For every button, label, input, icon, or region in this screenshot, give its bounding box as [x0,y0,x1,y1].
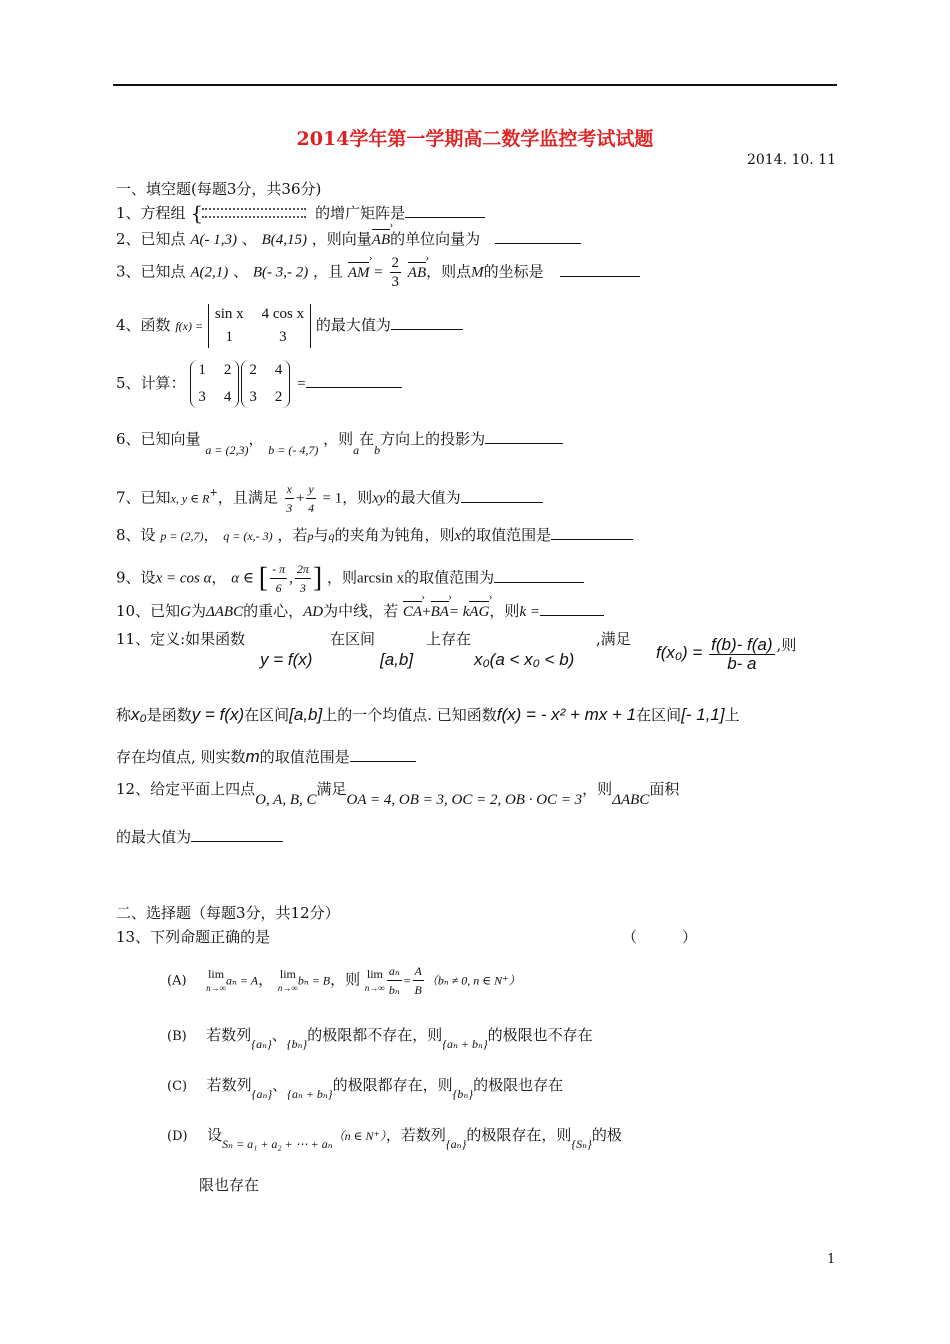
matrix-cell: 4 [274,362,283,378]
fraction-numerator: 2π [295,560,311,579]
question-text: ，且满足 [217,488,278,507]
matrix-cell: 4 [223,389,232,405]
math-k: k = [519,604,540,620]
determinant-cell: 3 [279,329,287,345]
limit-operator: lim [366,966,383,981]
fraction [413,962,424,999]
vector-q: q [328,529,335,543]
question-13 [116,926,270,947]
question-text: 已知点 [140,230,186,248]
math-interval: [- 1,1] [681,705,725,724]
limit [365,967,385,995]
header-rule [113,84,837,86]
exam-date: 2014. 10. 11 [746,152,836,168]
question-number: 11、 [116,630,151,648]
question-text: 若数列 [206,1076,252,1094]
fraction-denominator: 3 [391,274,400,290]
sequence: {aₙ + bₙ} [442,1037,488,1051]
fraction-denominator: 4 [308,501,315,515]
fraction-denominator: 3 [286,501,293,515]
vector-b-definition: b = (- 4,7) [268,443,319,457]
question-text: 的坐标是 [483,262,544,281]
bracket-right: ] [312,562,323,594]
question-text: ，则 [327,568,358,587]
question-text: ,则 [776,636,797,654]
separator: , [289,570,293,587]
question-text: 的最大值为 [116,828,192,846]
question-text: 满足 [316,780,347,798]
vector-a-definition: a = (2,3) [205,443,249,457]
math-condition: x = cos α [155,570,212,587]
option-b[interactable] [167,1024,593,1052]
question-number: 6、 [116,430,141,448]
matrix-right [241,360,290,408]
question-text: ，且 [313,262,344,281]
answer-blank[interactable] [461,488,543,503]
option-label: (D) [167,1129,188,1144]
answer-blank[interactable] [494,568,584,583]
question-text: ，则 [330,970,361,989]
math-alpha: α ∈ [231,570,254,587]
question-text: 面积 [649,780,680,798]
answer-blank[interactable] [191,827,283,842]
sequence: {bₙ} [452,1087,474,1101]
fraction-numerator: aₙ [387,962,402,981]
question-text: ，则 [323,430,354,448]
vector-am: AM › [348,265,370,282]
option-a[interactable] [167,962,521,999]
math-point-a: A(- 1,3) [190,232,237,248]
answer-blank[interactable] [560,262,640,277]
option-d-continued: 限也存在 [199,1176,260,1194]
answer-blank[interactable] [540,601,604,616]
question-number: 2、 [116,230,141,248]
equals-sign: = [403,973,411,988]
math-fx0: f(x₀) = [656,643,703,662]
equation: = 1 [322,490,343,507]
question-11-text: 上存在 [426,630,472,648]
vector-b: b [374,443,381,457]
answer-blank[interactable] [405,203,485,218]
question-text: 的极 [591,1126,622,1144]
question-text: 上 [724,706,740,724]
vector-p: p [307,529,314,543]
matrix-cell: 1 [198,362,206,378]
fraction-denominator: B [414,983,422,997]
question-text: 方向上的投影为 [380,430,486,448]
question-9 [116,560,584,597]
question-text: 为中线，若 [323,602,399,620]
vector-p-definition: p = (2,7) [160,529,204,543]
question-text: 若数列 [206,1026,252,1044]
question-11-function [260,650,312,670]
math-function: y = f(x) [260,650,313,669]
question-text: 设 [140,526,156,544]
question-text: ，则 [489,602,520,620]
math-x0: x₀(a < x₀ < b) [474,650,575,669]
determinant-cell: 4 cos x [261,306,305,322]
math-point-b: B(- 3,- 2) [252,264,309,281]
separator: ， [258,970,274,989]
question-text: 在区间 [636,706,682,724]
equals-sign: = [374,264,383,281]
question-text: 的取值范围是 [259,748,350,766]
question-text: 已知 [150,602,181,620]
question-number: 3、 [116,262,141,281]
math-segment-ad: AD [303,604,324,620]
answer-blank[interactable] [551,525,633,540]
separator: ， [248,430,264,448]
question-text: 给定平面上四点 [150,780,256,798]
question-12 [116,778,679,809]
option-d[interactable] [167,1124,622,1152]
answer-blank[interactable] [391,315,463,330]
question-text: ，则向量 [311,230,372,248]
question-text: 是函数 [146,706,192,724]
fraction [709,636,774,673]
fraction [270,560,287,597]
vector-ab: AB › [372,232,390,249]
question-text: 的极限也不存在 [487,1026,593,1044]
question-number: 10、 [116,602,151,620]
question-text: 与 [313,526,329,544]
answer-paren[interactable]: （ ） [622,928,698,946]
separator: 、 [233,262,249,281]
question-number: 5、 [116,374,141,392]
question-text: 的极限也存在 [473,1076,564,1094]
question-number: 12、 [116,780,151,798]
math-point-b: B(4,15) [261,232,307,248]
matrix-left [190,360,239,408]
option-label: (A) [167,973,187,989]
math-expression: aₙ = A [226,973,259,988]
vector-ba: BA › [431,604,449,621]
question-text: 方程组 [140,204,186,222]
separator: 、 [271,1026,287,1044]
question-3 [116,254,640,291]
question-text: 为 [190,602,206,620]
question-text: 的最大值为 [385,488,461,507]
vector-q-definition: q = (x,- 3) [223,529,273,543]
equation: = k [448,604,470,620]
question-text: 的重心， [243,602,304,620]
fraction-numerator: y [306,480,315,499]
question-text: 函数 [140,316,171,334]
math-arcsin: arcsin x [357,570,405,587]
question-number: 13、 [116,928,151,946]
plus-sign: + [422,604,431,620]
question-text: 的取值范围是 [461,526,552,544]
math-point-g: G [180,604,191,620]
fraction [306,480,315,517]
limit-subscript: n→∞ [277,982,298,993]
fraction-denominator: b- a [727,653,757,673]
question-4 [116,304,463,348]
vector-ab: AB › [408,265,426,282]
math-x: x [454,528,462,544]
question-text: 定义:如果函数 [150,630,246,648]
fraction-numerator: - π [270,560,287,579]
math-condition: （bₙ ≠ 0, n ∈ N⁺） [425,973,521,988]
determinant-cell: 1 [225,329,233,345]
question-number: 4、 [116,316,141,334]
answer-blank[interactable] [306,373,402,388]
limit-subscript: n→∞ [206,982,227,993]
question-11-line2 [116,704,740,725]
limit [278,967,298,995]
math-expression: bₙ = B [297,973,331,988]
question-text: 的极限都存在，则 [332,1076,453,1094]
answer-blank[interactable] [485,429,563,444]
vector-ca: CA › [403,604,422,621]
question-text: 的单位向量为 [390,230,481,248]
question-8 [116,524,633,545]
question-text: 设 [207,1126,223,1144]
question-text: 称 [116,706,132,724]
math-point-a: A(2,1) [190,264,229,281]
function-expression: f(x) = [175,319,204,333]
fraction-denominator: 3 [299,581,306,595]
question-11-mean [656,634,796,673]
math-interval: [a,b] [289,705,323,724]
question-11-x0 [474,650,574,670]
vector-ag: AG › [469,604,489,621]
question-text: ，若 [277,526,308,544]
question-2 [116,228,581,249]
question-text: ，则 [582,780,613,798]
math-m: m [245,747,260,766]
superscript: + [209,487,218,499]
question-text: 上的一个均值点. 已知函数 [322,706,497,724]
matrix-cell: 2 [274,389,283,405]
question-text: 下列命题正确的是 [150,928,271,946]
matrix-cell: 3 [198,389,206,405]
fraction [390,254,402,291]
fraction [295,560,311,597]
question-text: 已知 [140,488,171,507]
math-triangle: ΔABC [205,604,244,620]
fraction-numerator: x [285,480,294,499]
determinant [208,304,311,348]
vector-a: a [353,443,360,457]
question-text: 的增广矩阵是 [315,204,406,222]
question-text: ，则点 [426,262,472,281]
question-7 [116,480,543,517]
math-condition: OA = 4, OB = 3, OC = 2, OB · OC = 3 [346,792,583,808]
math-condition: x, y ∈ R [170,491,210,506]
question-text: 在 [359,430,375,448]
sequence: {aₙ} [445,1137,467,1151]
option-label: (C) [167,1079,188,1094]
question-text: 设 [140,568,156,587]
question-11-text: 在区间 [330,630,376,648]
question-11-line3 [116,746,416,767]
page-title: 2014学年第一学期高二数学监控考试试题 [296,128,654,150]
limit-operator: lim [279,966,296,981]
determinant-cell: sin x [214,306,244,322]
question-number: 1、 [116,204,141,222]
question-number: 7、 [116,488,141,507]
limit [206,967,226,995]
option-c[interactable] [167,1074,563,1102]
sequence: {bₙ} [286,1037,308,1051]
fraction-numerator: f(b)- f(a) [711,634,773,654]
section2-heading: 二、选择题（每题3分，共12分） [116,904,340,922]
separator: 、 [241,230,257,248]
section1-heading: 一、填空题(每题3分，共36分) [116,180,322,198]
fraction-denominator: bₙ [388,983,400,997]
question-text: 在区间 [244,706,290,724]
question-12-line2 [116,826,283,847]
question-10 [116,600,604,621]
math-x0: x₀ [131,705,147,724]
question-11-interval [380,650,413,670]
question-11-text: ,满足 [596,630,631,648]
bracket-left: [ [258,562,269,594]
math-condition: （n ∈ N⁺） [332,1129,386,1143]
question-text: 的极限都不存在，则 [307,1026,443,1044]
sequence: {Sₙ} [571,1137,592,1151]
question-text: 的夹角为钝角，则 [334,526,455,544]
math-expression: Sₙ = a₁ + a₂ + ⋯ + aₙ [222,1137,333,1151]
sequence: {aₙ} [251,1037,272,1051]
question-text: 的最大值为 [315,316,391,334]
answer-blank[interactable] [495,229,581,244]
limit-subscript: n→∞ [364,982,385,993]
separator: 、 [272,1076,288,1094]
option-label: (B) [167,1029,187,1044]
matrix-cell: 2 [223,362,232,378]
page-number: 1 [827,1252,836,1267]
question-text: 的取值范围为 [404,568,495,587]
question-text: ，若数列 [385,1126,446,1144]
equation-system: { [190,207,310,221]
question-6 [116,428,563,458]
equals-sign: = [297,376,306,392]
matrix-cell: 2 [249,362,257,378]
question-1 [116,202,485,223]
fraction-denominator: 6 [275,581,282,595]
math-xy: xy [372,490,386,507]
question-number: 9、 [116,568,141,587]
question-5 [116,360,402,408]
math-function: y = f(x) [191,705,245,724]
question-number: 8、 [116,526,141,544]
question-text: 的极限存在，则 [466,1126,572,1144]
question-text: 存在均值点, 则实数 [116,748,246,766]
question-text: 已知点 [140,262,186,281]
separator: ， [211,568,227,587]
plus-sign: + [295,490,305,507]
separator: ， [203,526,219,544]
math-interval: [a,b] [380,650,414,669]
question-text: 计算： [140,374,186,392]
math-triangle: ΔABC [612,792,650,808]
fraction-numerator: 2 [391,255,400,271]
question-text: ，则 [342,488,373,507]
math-points: O, A, B, C [255,792,317,808]
answer-blank[interactable] [350,747,416,762]
fraction-numerator: A [413,962,424,981]
limit-operator: lim [208,966,225,981]
question-text: 已知向量 [140,430,201,448]
fraction [387,962,402,999]
math-point-m: M [471,264,484,281]
question-11 [116,628,245,649]
matrix-cell: 3 [249,389,257,405]
fraction [285,480,294,517]
sequence: {aₙ + bₙ} [287,1087,333,1101]
math-function: f(x) = - x² + mx + 1 [496,705,637,724]
sequence: {aₙ} [251,1087,273,1101]
